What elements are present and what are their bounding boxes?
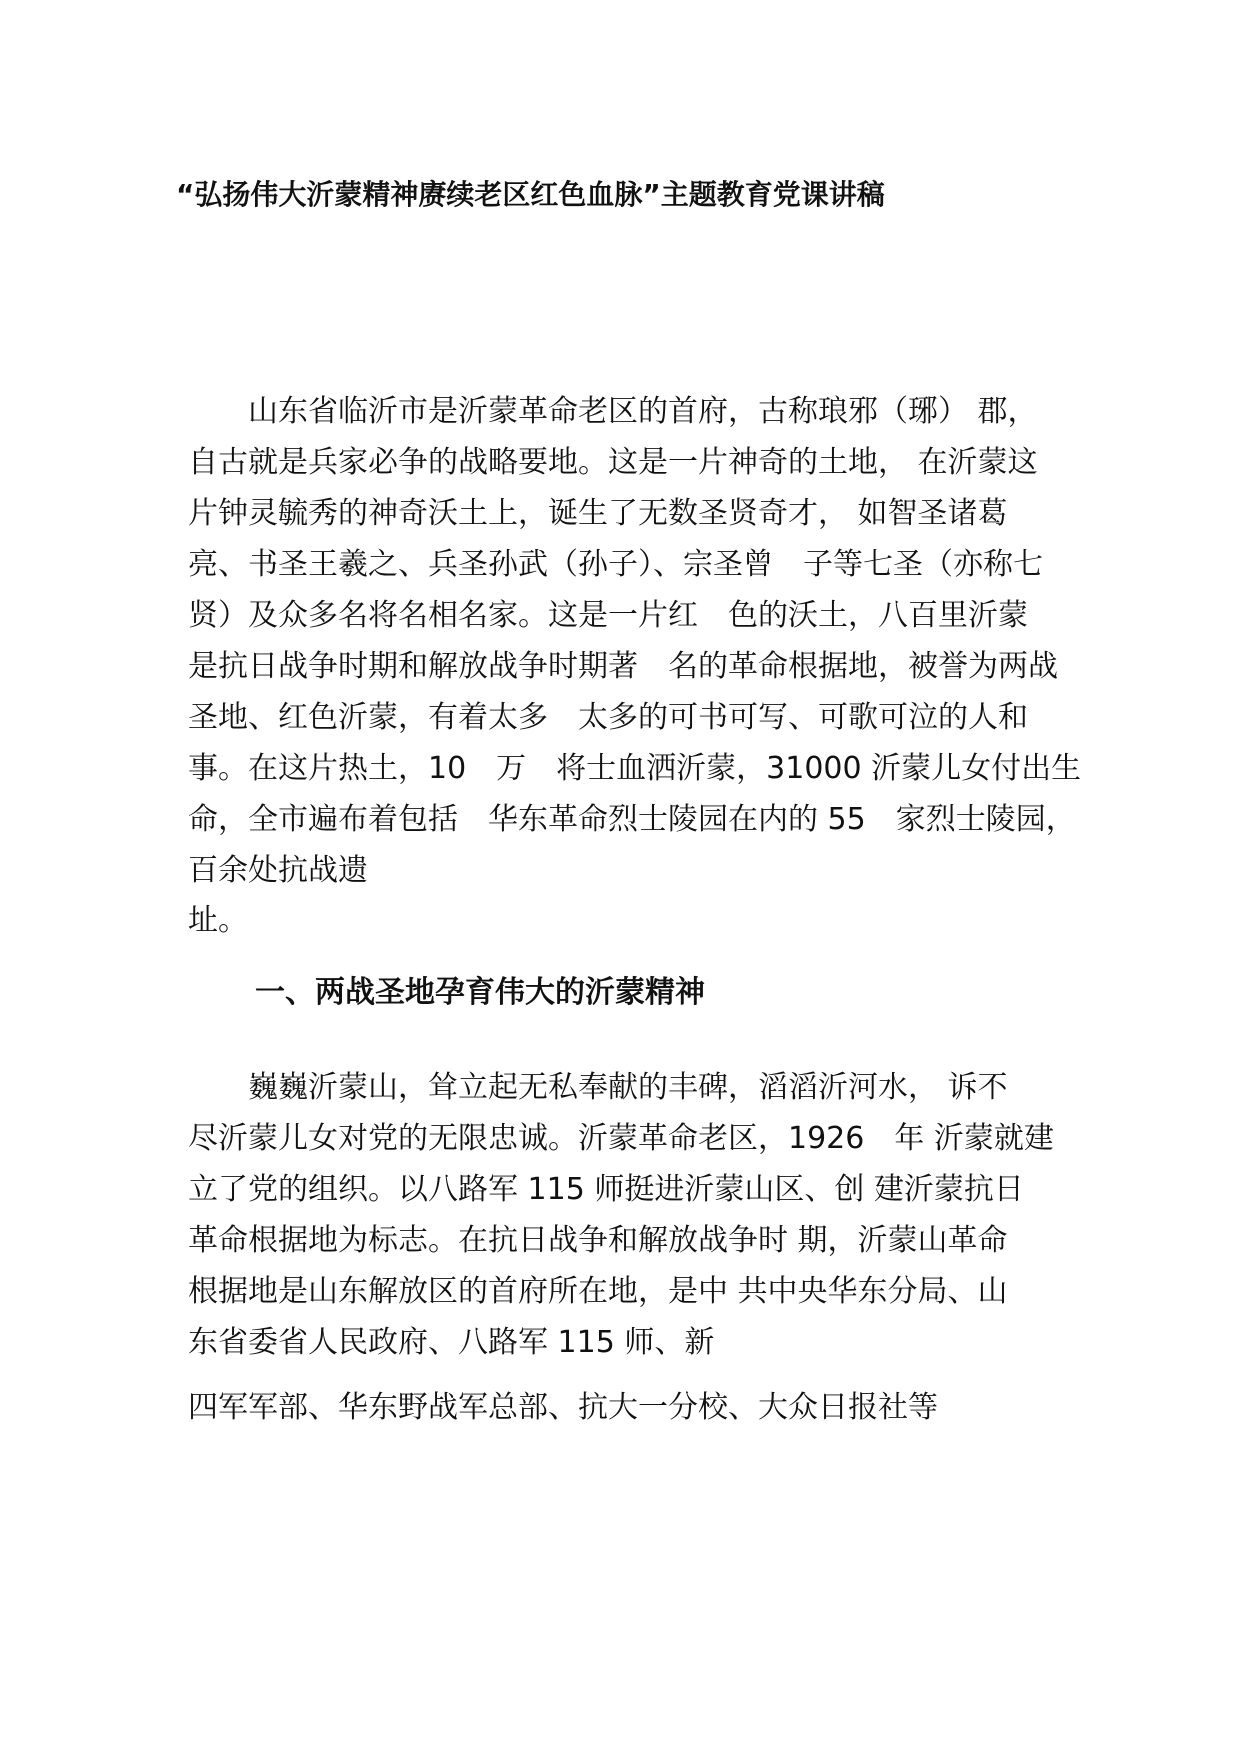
paragraph-line: 圣地、红色沂蒙，有着太多 太多的可书可写、可歌可泣的人和	[188, 700, 1028, 735]
paragraph-line: 贤）及众多名将名相名家。这是一片红 色的沃土，八百里沂蒙	[188, 598, 1028, 633]
paragraph-intro	[188, 386, 1088, 896]
paragraph-line: 命，全市遍布着包括 华东革命烈士陵园在内的 55 家烈士陵园，	[188, 802, 1076, 837]
paragraph-line: 自古就是兵家必争的战略要地。这是一片神奇的土地， 在沂蒙这	[188, 445, 1038, 480]
paragraph-line: 是抗日战争时期和解放战争时期著 名的革命根据地，被誉为两战	[188, 649, 1058, 684]
paragraph-line: 亮、书圣王羲之、兵圣孙武（孙子）、宗圣曾 子等七圣（亦称七	[188, 547, 1043, 582]
paragraph-line: 百余处抗战遗	[188, 853, 368, 888]
section-heading: 一、两战圣地孕育伟大的沂蒙精神	[255, 975, 705, 1010]
paragraph-line: 尽沂蒙儿女对党的无限忠诚。沂蒙革命老区，1926 年 沂蒙就建	[188, 1121, 1054, 1156]
paragraph-line: 事。在这片热土，10 万 将士血洒沂蒙，31000 沂蒙儿女付出生	[188, 751, 1082, 786]
paragraph-line: 根据地是山东解放区的首府所在地，是中 共中央华东分局、山	[188, 1274, 1008, 1309]
paragraph-line: 山东省临沂市是沂蒙革命老区的首府，古称琅邪（琊） 郡，	[188, 394, 1038, 429]
paragraph-line: 革命根据地为标志。在抗日战争和解放战争时 期，沂蒙山革命	[188, 1223, 1008, 1258]
paragraph-line: 立了党的组织。以八路军 115 师挺进沂蒙山区、创 建沂蒙抗日	[188, 1172, 1024, 1207]
paragraph-section-1-tail: 四军军部、华东野战军总部、抗大一分校、大众日报社等	[188, 1390, 938, 1425]
paragraph-section-1	[188, 1062, 1088, 1368]
document-title: “弘扬伟大沂蒙精神赓续老区红色血脉”主题教育党课讲稿	[176, 178, 885, 211]
paragraph-line: 东省委省人民政府、八路军 115 师、新	[188, 1325, 715, 1360]
paragraph-line: 巍巍沂蒙山，耸立起无私奉献的丰碑，滔滔沂河水， 诉不	[188, 1070, 1008, 1105]
paragraph-intro-tail: 址。	[188, 903, 248, 938]
paragraph-line: 片钟灵毓秀的神奇沃土上，诞生了无数圣贤奇才， 如智圣诸葛	[188, 496, 1008, 531]
